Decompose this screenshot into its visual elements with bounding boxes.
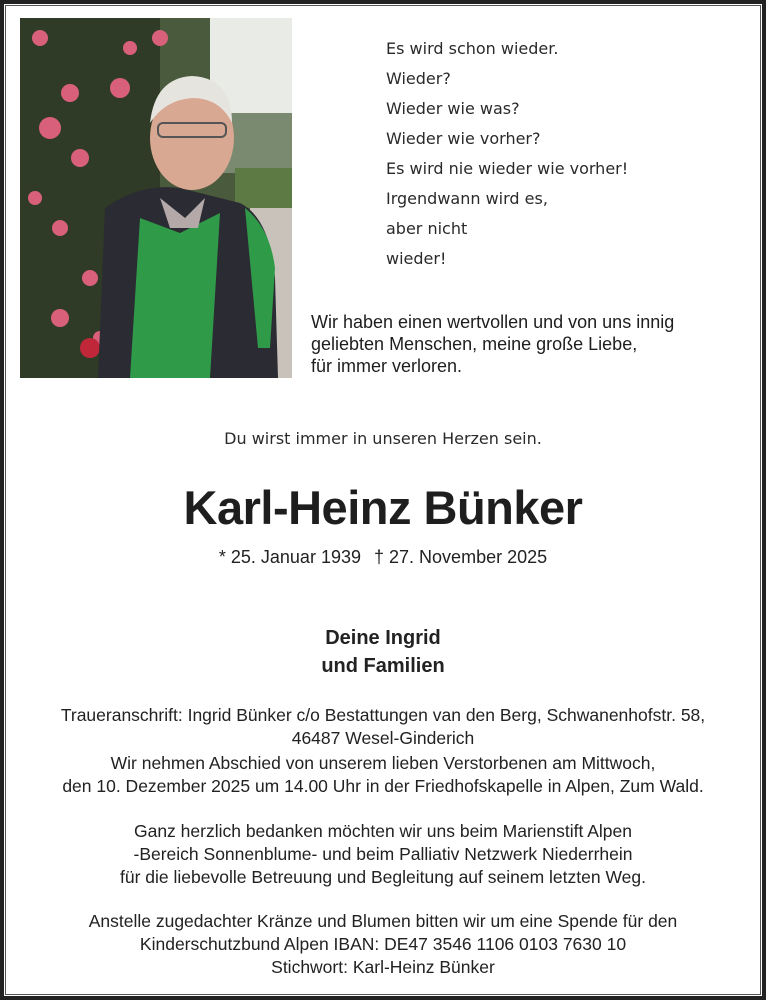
mourner-line: und Familien [321, 655, 445, 677]
farewell-line: Wir nehmen Abschied von unserem lieben Verstorbenen am Mittwoch, [110, 753, 656, 773]
thanks-line: -Bereich Sonnenblume- und beim Palliativ Netzwerk Niederrhein [133, 844, 633, 864]
thanks-text [0, 820, 766, 889]
poem-line: Es wird schon wieder. [386, 39, 559, 58]
death-date: † 27. November 2025 [374, 547, 548, 567]
address-line: Traueranschrift: Ingrid Bünker c/o Bestattungen van den Berg, Schwanenhofstr. 58, [60, 705, 706, 725]
farewell-info [0, 752, 766, 798]
thanks-line: für die liebevolle Betreuung und Begleitung auf seinem letzten Weg. [120, 867, 646, 887]
deceased-name: Karl-Heinz Bünker [183, 481, 583, 534]
poem-line: Wieder wie vorher? [386, 129, 541, 148]
portrait-photo [20, 18, 292, 378]
thanks-line: Ganz herzlich bedanken möchten wir uns beim Marienstift Alpen [133, 821, 633, 841]
poem-line: Wieder wie was? [386, 99, 520, 118]
mourning-address [0, 704, 766, 750]
mourner-line: Deine Ingrid [325, 627, 441, 649]
intro-line: für immer verloren. [311, 356, 463, 376]
address-line: 46487 Wesel-Ginderich [291, 728, 475, 748]
poem-line: Es wird nie wieder wie vorher! [386, 159, 629, 178]
donation-line: Stichwort: Karl-Heinz Bünker [271, 957, 495, 977]
intro-line: Wir haben einen wertvollen und von uns innig [311, 312, 675, 332]
intro-text [311, 311, 674, 377]
donation-line: Anstelle zugedachter Kränze und Blumen bitten wir um eine Spende für den [88, 911, 678, 931]
poem-line: wieder! [386, 249, 447, 268]
intro-line: geliebten Menschen, meine große Liebe, [311, 334, 638, 354]
mourners [0, 624, 766, 680]
life-dates [0, 547, 766, 568]
poem-line: Wieder? [386, 69, 451, 88]
donation-text [0, 910, 766, 979]
birth-date: * 25. Januar 1939 [218, 547, 361, 567]
poem-line: Irgendwann wird es, [386, 189, 548, 208]
heart-line: Du wirst immer in unseren Herzen sein. [224, 429, 542, 448]
poem [386, 34, 628, 274]
poem-line: aber nicht [386, 219, 468, 238]
farewell-line: den 10. Dezember 2025 um 14.00 Uhr in der Friedhofskapelle in Alpen, Zum Wald. [62, 776, 704, 796]
donation-line: Kinderschutzbund Alpen IBAN: DE47 3546 1106 0103 7630 10 [139, 934, 627, 954]
